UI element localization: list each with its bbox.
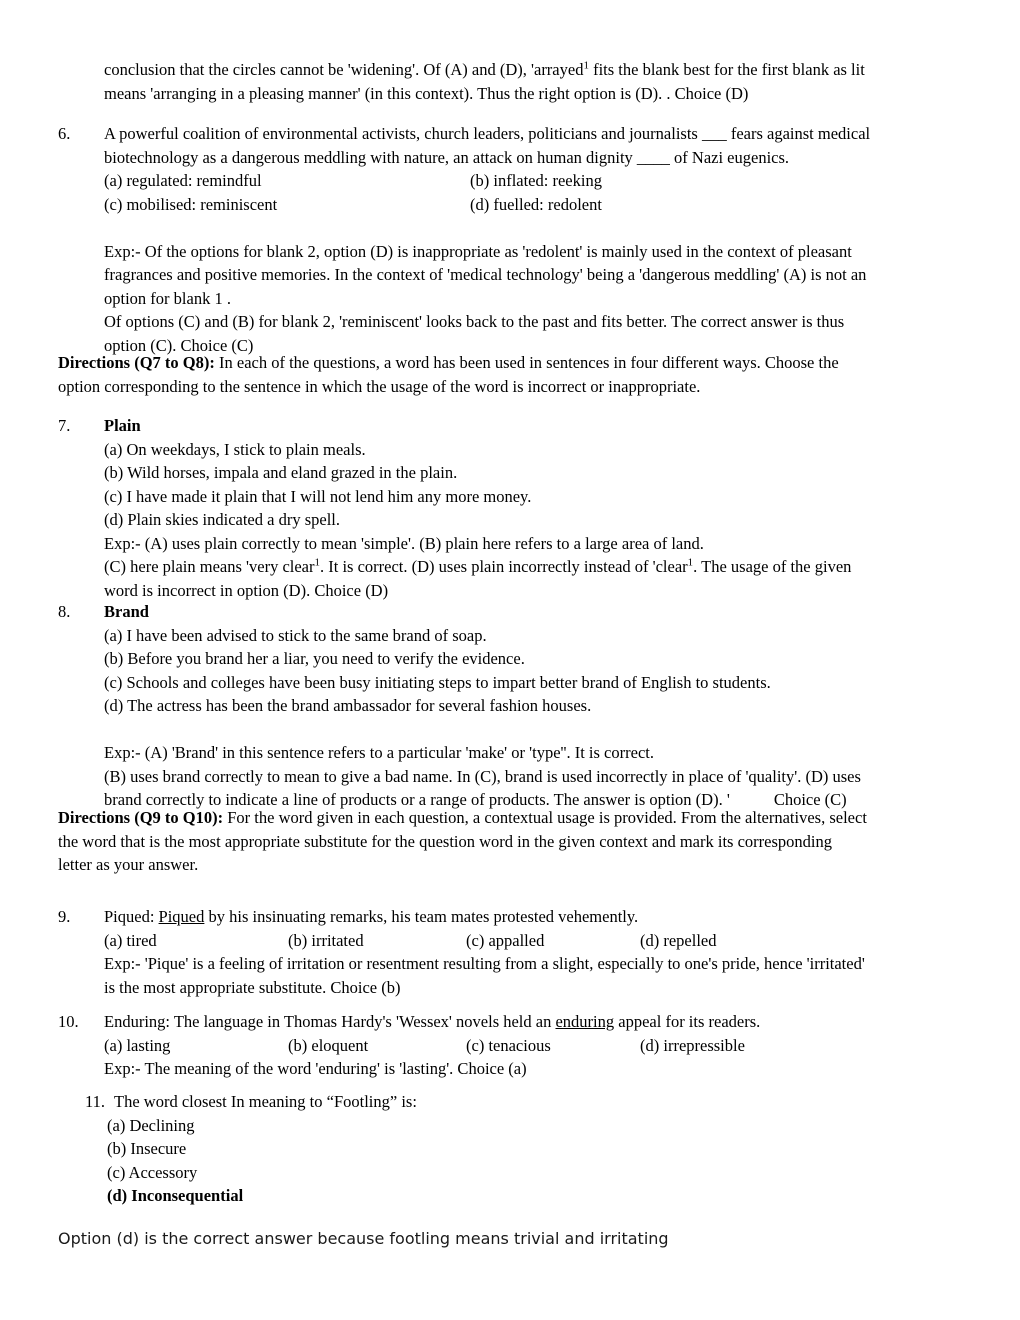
question-6-option-a[interactable]: (a) regulated: remindful	[104, 171, 262, 190]
spacer	[104, 216, 964, 240]
question-8	[58, 600, 964, 812]
question-11	[85, 1090, 955, 1208]
directions-q7-q8	[58, 351, 964, 398]
top-explanation-line-1	[104, 58, 964, 82]
question-7-word-text: Plain	[104, 416, 141, 435]
superscript-marker: 1	[687, 556, 694, 569]
superscript-marker: 1	[583, 59, 589, 72]
question-6-explanation-line-4: Of options (C) and (B) for blank 2, 'reminiscent' looks back to the past and fits better. The correct answer is thus	[104, 312, 845, 331]
question-7-explanation	[104, 532, 964, 603]
directions-q9-q10-label: Directions (Q9 to Q10):	[58, 808, 224, 827]
question-8-option-a[interactable]: (a) I have been advised to stick to the same brand of soap.	[104, 625, 487, 645]
question-7-number: 7.	[58, 416, 71, 435]
question-7-option-b[interactable]: (b) Wild horses, impala and eland grazed in the plain.	[104, 463, 458, 482]
question-6-explanation-line-5: option (C). Choice (C)	[104, 335, 254, 355]
question-6-explanation	[104, 240, 964, 358]
question-9	[58, 905, 964, 999]
question-7-explanation-line-1: Exp:- (A) uses plain correctly to mean 'simple'. (B) plain here refers to a large area of land.	[104, 533, 704, 553]
spacer	[104, 718, 964, 742]
question-6-options-row-1	[104, 169, 964, 193]
question-8-explanation	[104, 741, 964, 812]
question-10-options	[104, 1034, 964, 1058]
question-6-options-row-2	[104, 193, 964, 217]
top-explanation-paragraph	[58, 58, 964, 105]
question-8-word	[104, 600, 964, 624]
question-7-explanation-line-2	[104, 555, 964, 579]
question-9-options-row	[104, 929, 964, 953]
q7-exp-mid: . It is correct. (D) uses plain incorrectly instead of 'clear	[320, 557, 688, 576]
question-9-explanation	[104, 952, 964, 999]
q7-exp-pre: (C) here plain means 'very clear	[104, 557, 315, 576]
directions-q9-q10-text-1: For the word given in each question, a contextual usage is provided. From the alternatives, select	[223, 808, 867, 827]
question-11-option-b[interactable]: (b) Insecure	[107, 1139, 187, 1158]
directions-q9-q10	[58, 806, 964, 877]
question-6-number: 6.	[58, 124, 71, 143]
question-10-options-row	[104, 1034, 964, 1058]
question-10-option-c[interactable]: (c) tenacious	[466, 1035, 551, 1055]
question-9-stem-pre: Piqued:	[104, 907, 159, 926]
question-11-option-a[interactable]: (a) Declining	[107, 1115, 195, 1135]
question-8-explanation-line-1: Exp:- (A) 'Brand' in this sentence refers to a particular 'make' or 'type''. It is correct.	[104, 743, 654, 762]
question-11-option-d[interactable]: (d) Inconsequential	[107, 1186, 244, 1205]
question-9-stem-post: by his insinuating remarks, his team mates protested vehemently.	[204, 907, 639, 926]
q8-choice-label: Choice (C)	[773, 790, 847, 809]
question-9-number: 9.	[58, 907, 71, 926]
directions-q7-q8-line-2: option corresponding to the sentence in which the usage of the word is incorrect or inappropriate.	[58, 376, 701, 396]
question-10-stem-post: appeal for its readers.	[614, 1012, 761, 1031]
question-8-word-text: Brand	[104, 602, 149, 621]
question-6-option-b[interactable]: (b) inflated: reeking	[470, 171, 602, 190]
question-9-option-b[interactable]: (b) irritated	[288, 930, 364, 950]
question-10-option-b[interactable]: (b) eloquent	[288, 1035, 369, 1055]
question-9-option-a[interactable]: (a) tired	[104, 930, 157, 950]
question-8-number: 8.	[58, 602, 71, 621]
question-7	[58, 414, 964, 602]
top-explanation-line-1-post: fits the blank best for the first blank as lit	[588, 60, 865, 79]
directions-q7-q8-line-1	[58, 351, 964, 375]
question-10-keyword: enduring	[555, 1012, 615, 1031]
question-10-option-a[interactable]: (a) lasting	[104, 1035, 171, 1055]
question-10-option-d[interactable]: (d) irrepressible	[640, 1035, 745, 1055]
question-8-explanation-line-2: (B) uses brand correctly to mean to give a bad name. In (C), brand is used incorrectly in place of 'quality'. (D) uses	[104, 766, 861, 786]
superscript-marker: 1	[314, 556, 320, 569]
question-6-explanation-line-2: fragrances and positive memories. In the context of 'medical technology' being a 'dangerous meddling' (A) is not an	[104, 265, 867, 284]
question-6-explanation-line-1: Exp:- Of the options for blank 2, option (D) is inappropriate as 'redolent' is mainly used in the context of pleasant	[104, 241, 852, 261]
question-10-stem	[104, 1010, 964, 1034]
question-9-explanation-line-1: Exp:- 'Pique' is a feeling of irritation or resentment resulting from a slight, especially to one's pride, hence 'irritated'	[104, 954, 865, 973]
top-explanation-line-1-pre: conclusion that the circles cannot be 'widening'. Of (A) and (D), 'arrayed	[104, 60, 584, 79]
directions-q7-q8-text-1: In each of the questions, a word has been used in sentences in four different ways. Choose the	[214, 353, 839, 372]
question-10-stem-pre: Enduring: The language in Thomas Hardy's 'Wessex' novels held an	[104, 1012, 556, 1031]
question-11-number: 11.	[85, 1092, 106, 1111]
question-6-explanation-line-3: option for blank 1 .	[104, 288, 231, 308]
question-11-stem: The word closest In meaning to “Footling” is:	[114, 1092, 417, 1111]
question-11-options	[107, 1114, 955, 1208]
question-9-option-c[interactable]: (c) appalled	[466, 930, 545, 950]
question-7-options	[104, 438, 964, 532]
q8-exp-line3-text: brand correctly to indicate a line of products or a range of products. The answer is option (D). '	[104, 790, 730, 809]
question-8-option-b[interactable]: (b) Before you brand her a liar, you need to verify the evidence.	[104, 649, 525, 668]
question-7-option-a[interactable]: (a) On weekdays, I stick to plain meals.	[104, 439, 366, 459]
directions-q9-q10-line-3: letter as your answer.	[58, 855, 199, 874]
question-9-keyword: Piqued	[158, 907, 205, 926]
question-11-option-c[interactable]: (c) Accessory	[107, 1162, 198, 1182]
question-8-option-d[interactable]: (d) The actress has been the brand ambassador for several fashion houses.	[104, 696, 592, 715]
question-6-option-c[interactable]: (c) mobilised: reminiscent	[104, 194, 278, 214]
question-10-number: 10.	[58, 1012, 79, 1031]
question-6-options	[104, 169, 964, 216]
directions-q9-q10-line-1	[58, 806, 964, 830]
directions-q7-q8-label: Directions (Q7 to Q8):	[58, 353, 215, 372]
question-6-stem-line-2: biotechnology as a dangerous meddling with nature, an attack on human dignity ____ of Nazi eugenics.	[104, 147, 790, 167]
question-11-stem-row	[85, 1090, 955, 1114]
footer-explanation: Option (d) is the correct answer because footling means trivial and irritating	[58, 1229, 669, 1248]
directions-q9-q10-line-2: the word that is the most appropriate substitute for the question word in the given context and mark its corresponding	[58, 831, 832, 851]
question-10-explanation: Exp:- The meaning of the word 'enduring' is 'lasting'. Choice (a)	[104, 1059, 527, 1078]
question-9-option-d[interactable]: (d) repelled	[640, 930, 717, 950]
question-8-option-c[interactable]: (c) Schools and colleges have been busy initiating steps to impart better brand of English to students.	[104, 672, 771, 692]
question-7-option-d[interactable]: (d) Plain skies indicated a dry spell.	[104, 510, 340, 529]
question-7-word	[104, 414, 964, 438]
question-9-stem	[104, 905, 964, 929]
question-9-explanation-line-2: is the most appropriate substitute. Choice (b)	[104, 977, 401, 997]
question-10	[58, 1010, 964, 1081]
question-7-explanation-line-3: word is incorrect in option (D). Choice (D)	[104, 580, 389, 600]
question-6-option-d[interactable]: (d) fuelled: redolent	[470, 194, 602, 214]
question-7-option-c[interactable]: (c) I have made it plain that I will not lend him any more money.	[104, 486, 532, 506]
question-9-options	[104, 929, 964, 953]
question-8-options	[104, 624, 964, 718]
top-explanation-line-2: means 'arranging in a pleasing manner' (in this context). Thus the right option is (D). . Choice (D)	[104, 83, 749, 103]
question-6	[58, 122, 964, 357]
question-6-stem-line-1: A powerful coalition of environmental activists, church leaders, politicians and journalists ___ fears against medical	[104, 124, 871, 143]
q7-exp-post: . The usage of the given	[693, 557, 852, 576]
